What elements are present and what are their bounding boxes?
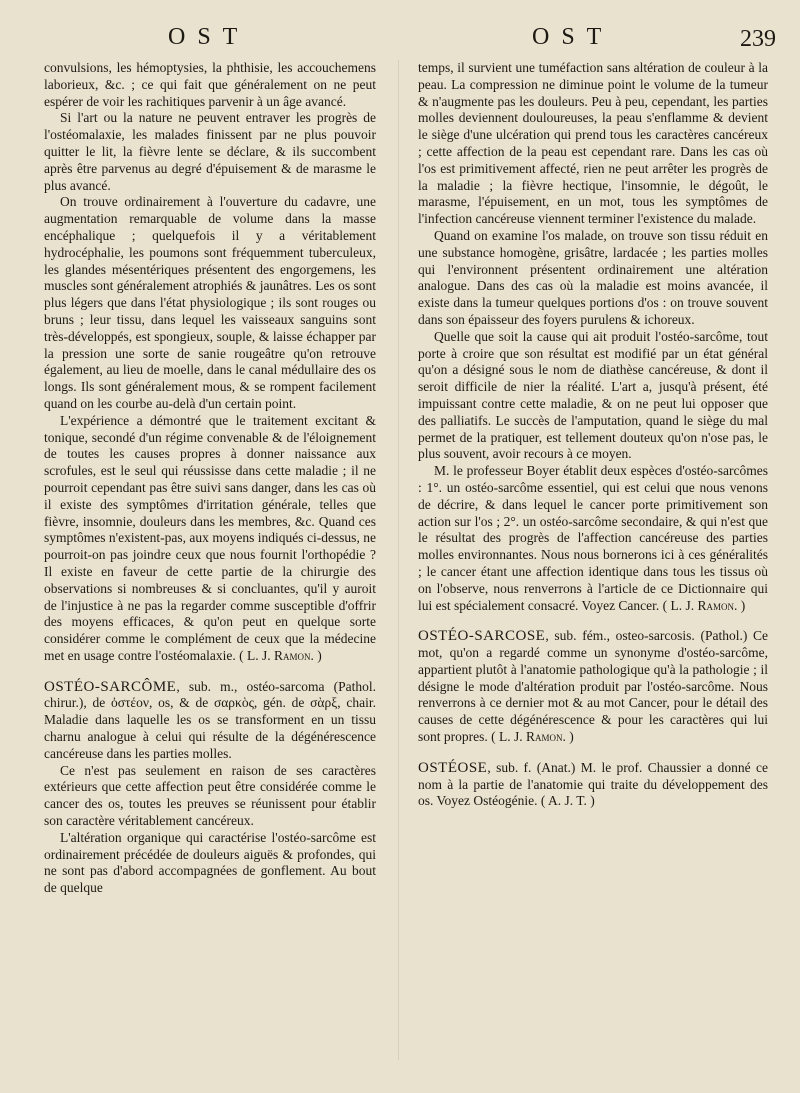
author-signature: ( A. J. T. )	[540, 793, 595, 809]
paragraph: Si l'art ou la nature ne peuvent entraver les progrès de l'ostéomalaxie, les malades finissent par ne plus pouvoir quitter le lit, la fièvre lente se déclare, & ils succombent après être parvenus au degré d'épuisement & de marasme le plus avancé.	[44, 110, 376, 193]
right-column	[418, 60, 768, 810]
author-signature: ( L. J. Ramon. )	[239, 647, 322, 663]
paragraph: Quand on examine l'os malade, on trouve son tissu réduit en une substance homogène, grisâtre, lardacée ; les parties molles qui l'environnent présentent ordinairement une altération analogue. Dans des cas où la maladie est moins avancée, il existe dans la tumeur quelques portions d'os : on trouve souvent dans son épaisseur des foyers purulens & ichoreux.	[418, 227, 768, 327]
paragraph: On trouve ordinairement à l'ouverture du cadavre, une augmentation remarquable de volume dans la masse encéphalique ; quelquefois il y a véritablement hydrocéphalie, les poumons sont fréquemment tuberculeux, les glandes mésentériques présentent des engorgemens, les muscles sont généralement atrophiés & jaunâtres. Les os sont plus légers que dans l'état physiologique ; ils sont rouges ou bruns ; leur tissu, dans lequel les vaisseaux sanguins sont très-développés, est spongieux, souple, & laisse échapper par la pression une sorte de sanie rougeâtre qu'on retrouve également, au lieu de moelle, dans le canal médullaire des os longs. Ils sont généralement mous, & se rompent facilement quand on les courbe au-delà d'un certain point.	[44, 194, 376, 411]
header-right-title: OST	[532, 24, 614, 50]
author-signature: ( L. J. Ramon. )	[662, 597, 746, 613]
entry-osteo-sarcome	[44, 679, 376, 763]
running-header	[0, 24, 800, 54]
entry-definition: , sub. m., ostéo-sarcoma (Pathol. chirur.), de ὀστέον, os, & de σαρκὸς, gén. de σὰρξ, chair. Maladie dans laquelle les os se transforment en un tissu charnu analogue à celui qui résulte de la dégénérescence cancéreuse dans les parties molles.	[44, 678, 376, 761]
paragraph: Ce n'est pas seulement en raison de ses caractères extérieurs que cette affection peut être considérée comme le cancer des os, toutes les preuves se réunissent pour établir son caractère véritablement cancéreux.	[44, 762, 376, 829]
entry-osteo-sarcose	[418, 628, 768, 746]
left-column	[44, 60, 376, 897]
entry-term: OSTÉO-SARCÔME	[44, 678, 177, 695]
entry-term: OSTÉOSE	[418, 759, 488, 776]
paragraph-text: M. le professeur Boyer établit deux espèces d'ostéo-sarcômes : 1°. un ostéo-sarcôme essentiel, qui est celui que nous venons de décrire, & dans lequel le cancer porte primitivement son action sur l'os ; 2°. un ostéo-sarcôme secondaire, & qui n'est que le résultat des progrès de l'affection cancéreuse des parties molles environnantes. Nous nous bornerons ici à ces généralités ; le cancer étant une affection identique dans tous les tissus où on l'observe, nous renverrons à l'article de ce Dictionnaire qui lui est spécialement consacré. Voyez Cancer.	[418, 463, 768, 613]
entry-definition: , sub. fém., osteo-sarcosis. (Pathol.) Ce mot, qu'on a regardé comme un synonyme d'ostéo-sarcôme, appartient plutôt à l'anatomie pathologique qu'à la pathologie ; il désigne le mode d'altération produit par l'ostéo-sarcôme. Nous renverrons à ce dernier mot & au mot Cancer, pour le détail des causes de cette dégénérescence & pour les caractères qui lui sont propres.	[418, 628, 768, 745]
column-divider	[398, 60, 399, 1060]
paragraph: L'altération organique qui caractérise l'ostéo-sarcôme est ordinairement précédée de douleurs aiguës & profondes, qui ne sont pas d'abord accompagnées de gonflement. Au bout de quelque	[44, 829, 376, 896]
entry-osteose	[418, 760, 768, 810]
paragraph-text: L'expérience a démontré que le traitement excitant & tonique, secondé d'un régime convenable & de l'éloignement de toutes les causes propres à donner naissance aux scrofules, est le seul qui réussisse dans cette maladie ; il ne pourroit cependant pas être suivi sans danger, dans les cas où il existe des symptômes d'irritation générale, telles que fièvre, insomnie, douleurs dans les membres, &c. Quand ces symptômes n'existent-pas, aux moyens indiqués ci-dessus, ne pourroit-on pas joindre ceux que nous fournit l'orthopédie ? Il existe en faveur de cette partie de la chirurgie des observations si nombreuses & si concluantes, qu'il y auroit de l'injustice à ne pas la regarder comme susceptible d'offrir des moyens efficaces, & qu'on peut en quelque sorte considérer comme le complément de ceux que la médecine met en usage contre l'ostéomalaxie.	[44, 412, 376, 663]
paragraph: temps, il survient une tuméfaction sans altération de couleur à la peau. La compression ne diminue point le volume de la tumeur & n'augmente pas les douleurs. Peu à peu, cependant, les parties molles deviennent douloureuses, la peau s'enflamme & devient le siège d'une ulcération qui prend tous les caractères cancéreux ; cette affection de la peau est cependant rare. Dans les cas où l'os est primitivement affecté, rien ne peut arrêter les progrès de la maladie ; la fièvre hectique, l'insomnie, le dégoût, le marasme, l'épuisement, en un mot, tous les symptômes de l'infection cancéreuse viennent terminer l'existence du malade.	[418, 60, 768, 227]
entry-term: OSTÉO-SARCOSE	[418, 628, 546, 645]
paragraph: convulsions, les hémoptysies, la phthisie, les accouchemens laborieux, &c. ; ce qui fait que généralement on ne peut espérer de voir les rachitiques parvenir à un âge avancé.	[44, 60, 376, 109]
header-left-title: OST	[168, 24, 250, 50]
page-number: 239	[740, 26, 776, 52]
paragraph	[418, 463, 768, 614]
entry-definition: , sub. f. (Anat.) M. le prof. Chaussier a donné ce nom à la partie de l'anatomie qui traite du développement des os. Voyez Ostéogénie.	[418, 759, 768, 809]
paragraph: Quelle que soit la cause qui ait produit l'ostéo-sarcôme, tout porte à croire que son résultat est modifié par un état général qu'on a désigné sous le nom de diathèse cancéreuse, & dont il seroit difficile de nier la réalité. L'art a, jusqu'à présent, été impuissant contre cette maladie, & on ne peut lui opposer que des palliatifs. Le succès de l'amputation, quand le siège du mal permet de la pratiquer, est tellement douteux qu'on n'ose pas, le plus souvent, avoir recours à ce moyen.	[418, 328, 768, 462]
author-signature: ( L. J. Ramon. )	[491, 729, 574, 745]
paragraph	[44, 413, 376, 665]
